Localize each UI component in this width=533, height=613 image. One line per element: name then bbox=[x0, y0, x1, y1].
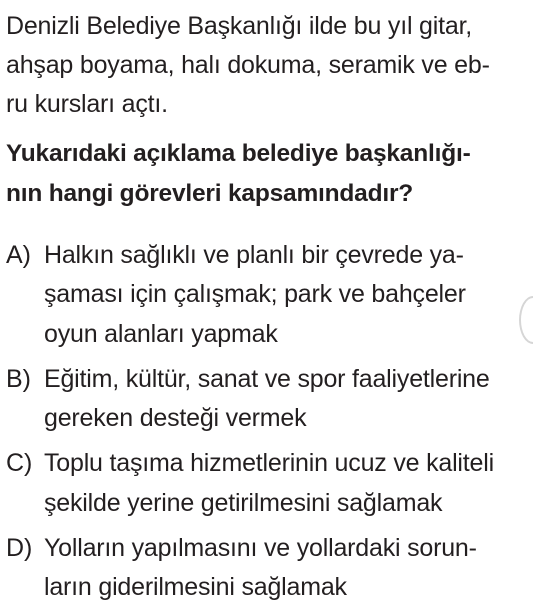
prompt-line: nın hangi görevleri kapsamındadır? bbox=[6, 180, 414, 207]
option-letter: C) bbox=[6, 449, 33, 477]
stem-line: ru kursları açtı. bbox=[6, 90, 168, 118]
option-letter: A) bbox=[6, 241, 31, 269]
option-line: oyun alanları yapmak bbox=[44, 320, 278, 348]
option-line: Yolların yapılmasını ve yollardaki sorun- bbox=[44, 534, 477, 562]
stem-line: ahşap boyama, halı dokuma, seramik ve eb- bbox=[6, 51, 490, 79]
option-line: gereken desteği vermek bbox=[44, 404, 307, 432]
option-line: Toplu taşıma hizmetlerinin ucuz ve kaliteli bbox=[44, 449, 494, 477]
option-line: ların giderilmesini sağlamak bbox=[44, 573, 347, 601]
stem-line: Denizli Belediye Başkanlığı ilde bu yıl gitar, bbox=[6, 12, 473, 40]
option-letter: B) bbox=[6, 365, 31, 393]
prompt-line: Yukarıdaki açıklama belediye başkanlığı- bbox=[6, 140, 471, 167]
page-edge-curl bbox=[519, 296, 533, 344]
option-line: şekilde yerine getirilmesini sağlamak bbox=[44, 489, 443, 517]
option-line: şaması için çalışmak; park ve bahçeler bbox=[44, 280, 466, 308]
option-line: Eğitim, kültür, sanat ve spor faaliyetlerine bbox=[44, 365, 490, 393]
option-letter: D) bbox=[6, 534, 33, 562]
option-line: Halkın sağlıklı ve planlı bir çevrede ya- bbox=[44, 241, 464, 269]
